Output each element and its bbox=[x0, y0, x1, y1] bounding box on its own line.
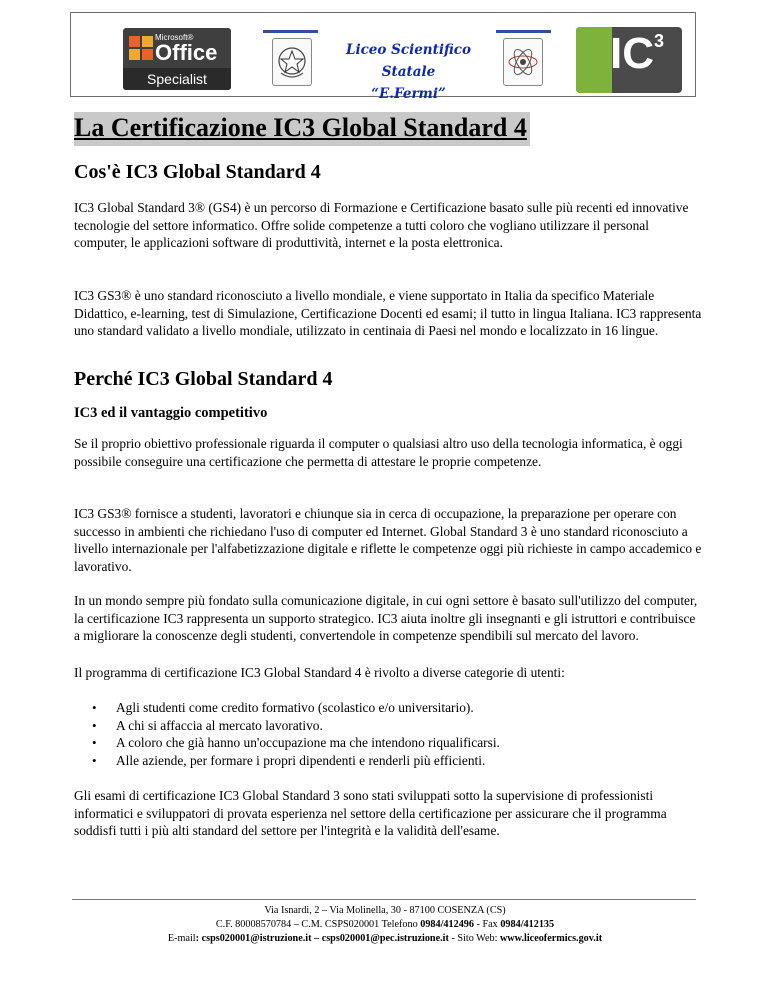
ms-logo-badge: Specialist bbox=[123, 68, 231, 90]
footer-divider bbox=[72, 899, 696, 900]
republic-emblem-icon bbox=[272, 38, 312, 86]
letterhead bbox=[70, 12, 696, 102]
school-name-line1: Liceo Scientifico Statale bbox=[345, 42, 472, 80]
list-item: • A chi si affaccia al mercato lavorativo. bbox=[74, 717, 694, 735]
office-logo-icon bbox=[129, 36, 153, 60]
paragraph: IC3 GS3® fornisce a studenti, lavoratori e chiunque sia in cerca di occupazione, la preparazione per operare con successo in ambienti che richiedano l'uso di computer ed Internet. Global Standard 3 è uno standard riconosciuto a livello internazionale per l'alfabetizzazione digitale e riflette le competenze oggi più richieste in campo accademico e lavorativo. bbox=[74, 506, 702, 574]
header-accent-bar bbox=[496, 30, 551, 33]
target-users-list bbox=[74, 699, 694, 769]
list-item: • Agli studenti come credito formativo (scolastico e/o universitario). bbox=[74, 699, 694, 717]
footer-web: E-mail: csps020001@istruzione.it – csps020001@pec.istruzione.it - Sito Web: www.liceofermics.gov.it bbox=[167, 933, 603, 944]
ms-logo-brand: Office bbox=[155, 40, 218, 65]
microsoft-office-specialist-logo bbox=[123, 28, 231, 90]
subheading-competitive-advantage: IC3 ed il vantaggio competitivo bbox=[74, 405, 268, 421]
footer-phone: 0984/412496 bbox=[420, 919, 474, 930]
footer-fax: 0984/412135 bbox=[500, 919, 555, 930]
school-logo-icon bbox=[503, 38, 543, 86]
school-name bbox=[326, 39, 491, 105]
footer-website-link[interactable]: www.liceofermics.gov.it bbox=[499, 933, 603, 944]
paragraph: IC3 Global Standard 3® (GS4) è un percorso di Formazione e Certificazione basato sulle più recenti ed innovative tecnologie del settore informatico. Offre solide competenze a tutti coloro che vogliano utilizzare il personal computer, le applicazioni software di produttività, internet e la posta elettronica. bbox=[74, 200, 689, 250]
header-accent-bar bbox=[263, 30, 318, 33]
ic3-logo bbox=[576, 27, 682, 93]
paragraph: Se il proprio obiettivo professionale riguarda il computer o qualsiasi altro uso della tecnologia informatica, è oggi possibile conseguire una certificazione che permetta di attestare le proprie competenze. bbox=[74, 436, 683, 469]
footer-contacts: C.F. 80008570784 – C.M. CSPS020001 Telefono 0984/412496 - Fax 0984/412135 bbox=[215, 919, 555, 930]
school-name-line2: “E.Fermi” bbox=[371, 86, 446, 102]
footer-address: Via Isnardi, 2 – Via Molinella, 30 - 87100 COSENZA (CS) bbox=[264, 905, 506, 916]
ms-logo-top-text: Microsoft® bbox=[155, 33, 194, 42]
paragraph: IC3 GS3® è uno standard riconosciuto a livello mondiale, e viene supportato in Italia da specifico Materiale Didattico, e-learning, test di Simulazione, Certificazione Docenti ed esami; il tutto in lingua Italiana. IC3 rappresenta uno standard validato a livello mondiale, utilizzato in centinaia di Paesi nel mondo e localizzato in 16 lingue. bbox=[74, 288, 702, 338]
paragraph: Gli esami di certificazione IC3 Global Standard 3 sono stati sviluppati sotto la supervisione di professionisti informatici e sviluppatori di provata esperienza nel settore della certificazione per assicurare che il programma soddisfi tutti i più alti standard del settore per l'integrità e la validità dell'esame. bbox=[74, 788, 667, 838]
footer bbox=[60, 904, 710, 946]
list-item: • A coloro che già hanno un'occupazione ma che intendono riqualificarsi. bbox=[74, 734, 694, 752]
page-title: La Certificazione IC3 Global Standard 4 bbox=[74, 112, 530, 146]
section-heading-why: Perché IC3 Global Standard 4 bbox=[74, 368, 333, 390]
ic3-logo-accent bbox=[576, 27, 612, 93]
footer-emails[interactable]: : csps020001@istruzione.it – csps020001@pec.istruzione.it bbox=[195, 933, 449, 944]
paragraph: In un mondo sempre più fondato sulla comunicazione digitale, in cui ogni settore è basato sull'utilizzo del computer, la certificazione IC3 rappresenta un supporto strategico. IC3 aiuta inoltre gli insegnanti e gli istruttori e contribuisce a migliorare la conoscenze degli studenti, convertendole in competenze spendibili sul mercato del lavoro. bbox=[74, 593, 698, 643]
list-item: • Alle aziende, per formare i propri dipendenti e renderli più efficienti. bbox=[74, 752, 694, 770]
ic3-logo-text: $IC^3$ bbox=[610, 29, 665, 78]
section-heading-what-is: Cos'è IC3 Global Standard 4 bbox=[74, 161, 321, 183]
paragraph: Il programma di certificazione IC3 Global Standard 4 è rivolto a diverse categorie di utenti: bbox=[74, 665, 565, 680]
